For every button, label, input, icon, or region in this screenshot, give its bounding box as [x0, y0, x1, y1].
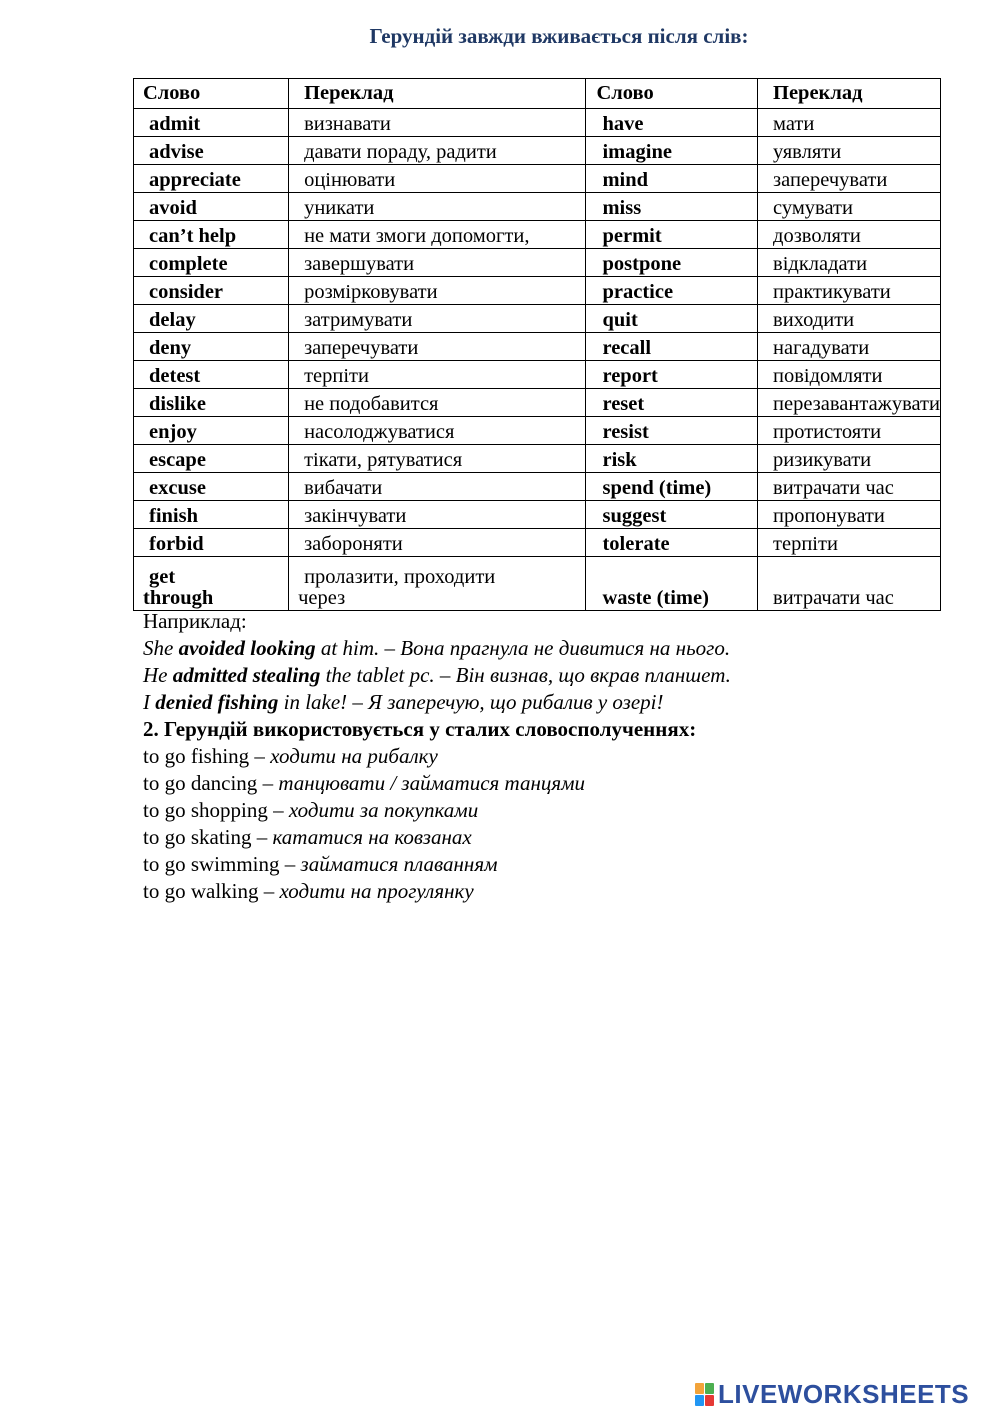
table-header-row [134, 79, 941, 109]
word-cell: have [586, 109, 758, 137]
table-row [134, 361, 941, 389]
translation-cell: відкладати [758, 249, 941, 277]
translation-cell: повідомляти [758, 361, 941, 389]
word-cell: can’t help [134, 221, 289, 249]
word-cell: deny [134, 333, 289, 361]
table-row [134, 305, 941, 333]
table-row [134, 389, 941, 417]
phrase-line: to go shopping – ходити за покупками [143, 798, 479, 822]
word-cell: spend (time) [586, 473, 758, 501]
translation-cell: пролазити, проходити через [289, 557, 586, 611]
logo-block [705, 1395, 714, 1406]
table-row [134, 473, 941, 501]
translation-cell: практикувати [758, 277, 941, 305]
gerund-verbs-table [133, 78, 941, 611]
phrase-line: to go skating – кататися на ковзанах [143, 825, 472, 849]
word-cell: consider [134, 277, 289, 305]
phrase-line: to go dancing – танцювати / займатися танцями [143, 771, 586, 795]
word-cell: miss [586, 193, 758, 221]
table-row [134, 529, 941, 557]
word-cell: practice [586, 277, 758, 305]
translation-cell: не подобавится [289, 389, 586, 417]
translation-cell: насолоджуватися [289, 417, 586, 445]
header-word-2: Слово [586, 79, 758, 109]
translation-cell: витрачати час [758, 557, 941, 611]
phrase-line: to go fishing – ходити на рибалку [143, 744, 438, 768]
word-cell: mind [586, 165, 758, 193]
translation-cell: терпіти [758, 529, 941, 557]
word-cell: recall [586, 333, 758, 361]
word-cell: detest [134, 361, 289, 389]
translation-cell: уникати [289, 193, 586, 221]
translation-cell: забороняти [289, 529, 586, 557]
word-cell: suggest [586, 501, 758, 529]
header-translation-2: Переклад [758, 79, 941, 109]
translation-cell: розмірковувати [289, 277, 586, 305]
header-word-1: Слово [134, 79, 289, 109]
table-row [134, 277, 941, 305]
translation-cell: виходити [758, 305, 941, 333]
translation-cell: дозволяти [758, 221, 941, 249]
word-cell: finish [134, 501, 289, 529]
table-row [134, 501, 941, 529]
word-cell: admit [134, 109, 289, 137]
translation-cell: протистояти [758, 417, 941, 445]
table-row [134, 221, 941, 249]
translation-cell: заперечувати [758, 165, 941, 193]
logo-block [695, 1395, 704, 1406]
logo-text: LIVEWORKSHEETS [718, 1378, 970, 1409]
table-row [134, 137, 941, 165]
translation-cell: закінчувати [289, 501, 586, 529]
word-cell: complete [134, 249, 289, 277]
word-cell: advise [134, 137, 289, 165]
translation-cell: нагадувати [758, 333, 941, 361]
translation-cell: давати пораду, радити [289, 137, 586, 165]
word-cell: dislike [134, 389, 289, 417]
logo-block [695, 1383, 704, 1394]
word-cell: appreciate [134, 165, 289, 193]
translation-cell: визнавати [289, 109, 586, 137]
word-cell: waste (time) [586, 557, 758, 611]
translation-cell: пропонувати [758, 501, 941, 529]
translation-cell: оцінювати [289, 165, 586, 193]
translation-cell: не мати змоги допомогти, [289, 221, 586, 249]
translation-cell: уявляти [758, 137, 941, 165]
word-cell: escape [134, 445, 289, 473]
word-cell: imagine [586, 137, 758, 165]
translation-cell: витрачати час [758, 473, 941, 501]
word-cell: postpone [586, 249, 758, 277]
header-translation-1: Переклад [289, 79, 586, 109]
logo-block [705, 1383, 714, 1394]
table-row [134, 193, 941, 221]
examples-label: Наприклад: [143, 609, 247, 633]
liveworksheets-logo[interactable] [695, 1380, 969, 1408]
page-title: Герундій завжди вживається після слів: [369, 24, 749, 48]
word-cell: quit [586, 305, 758, 333]
word-cell: permit [586, 221, 758, 249]
phrase-line: to go walking – ходити на прогулянку [143, 879, 474, 903]
word-cell: delay [134, 305, 289, 333]
word-cell: reset [586, 389, 758, 417]
translation-cell: заперечувати [289, 333, 586, 361]
translation-cell: завершувати [289, 249, 586, 277]
phrase-line: to go swimming – займатися плаванням [143, 852, 498, 876]
word-cell: forbid [134, 529, 289, 557]
word-cell: avoid [134, 193, 289, 221]
word-cell: tolerate [586, 529, 758, 557]
example-line: She avoided looking at him. – Вона прагнула не дивитися на нього. [143, 636, 731, 660]
table-row [134, 333, 941, 361]
translation-cell: затримувати [289, 305, 586, 333]
translation-cell: вибачати [289, 473, 586, 501]
translation-cell: тікати, рятуватися [289, 445, 586, 473]
table-row [134, 249, 941, 277]
translation-cell: мати [758, 109, 941, 137]
translation-cell: перезавантажувати [758, 389, 941, 417]
word-cell: get through [134, 557, 289, 611]
translation-cell: сумувати [758, 193, 941, 221]
word-cell: resist [586, 417, 758, 445]
section2-heading: 2. Герундій використовується у сталих словосполученнях: [143, 717, 697, 741]
example-line: I denied fishing in lake! – Я заперечую, що рибалив у озері! [143, 690, 664, 714]
word-cell: risk [586, 445, 758, 473]
logo-blocks-icon [695, 1383, 714, 1406]
after-table-content [143, 608, 963, 905]
word-cell: report [586, 361, 758, 389]
translation-cell: ризикувати [758, 445, 941, 473]
translation-cell: терпіти [289, 361, 586, 389]
table-row [134, 417, 941, 445]
word-cell: enjoy [134, 417, 289, 445]
word-cell: excuse [134, 473, 289, 501]
table-row [134, 557, 941, 611]
table-row [134, 109, 941, 137]
table-row [134, 165, 941, 193]
table-row [134, 445, 941, 473]
example-line: He admitted stealing the tablet pc. – Він визнав, що вкрав планшет. [143, 663, 731, 687]
